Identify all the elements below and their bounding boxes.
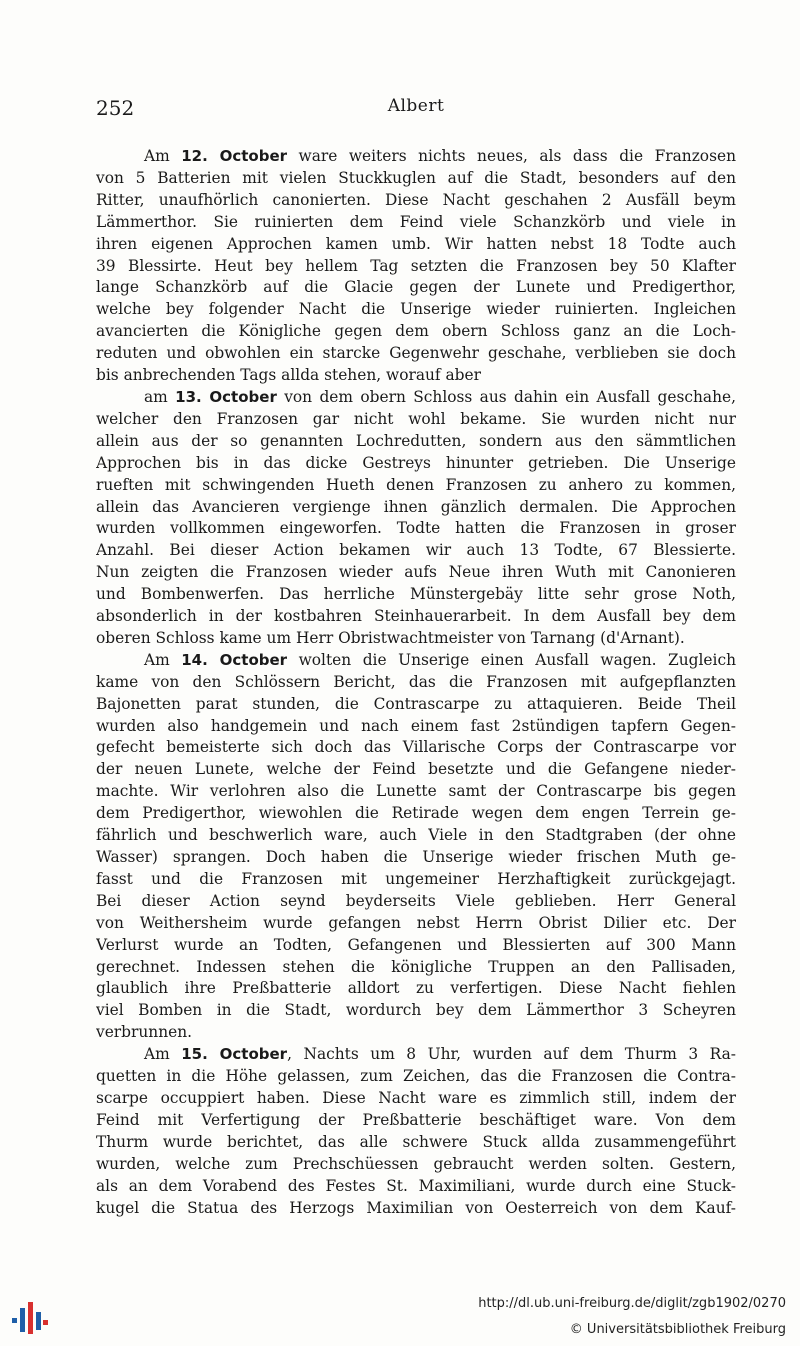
text-line: Lämmerthor. Sie ruinierten dem Feind viele Schanzkörb und viele in [96,212,736,231]
text-line: kugel die Statua des Herzogs Maximilian von Oesterreich von dem Kauf- [96,1198,736,1217]
text-line: Ritter, unaufhörlich canonierten. Diese Nacht geschahen 2 Ausfäll beym [96,190,736,209]
text-segment: am [144,387,176,406]
page-footer [0,1290,800,1346]
text-line: oberen Schloss kame um Herr Obristwachtmeister von Tarnang (d'Arnant). [96,628,685,647]
source-url-link[interactable]: http://dl.ub.uni-freiburg.de/diglit/zgb1902/0270 [478,1296,786,1311]
date-heading: 12. October [181,147,288,165]
page-header [96,96,736,126]
text-segment: Am [144,650,182,669]
text-line: Wasser) sprangen. Doch haben die Unserige wieder frischen Muth ge- [96,848,736,866]
text-segment: wolten die Unserige einen Ausfall wagen. Zugleich [287,650,736,669]
text-line: gerechnet. Indessen stehen die königliche Truppen an den Pallisaden, [96,957,736,976]
text-line: gefecht bemeisterte sich doch das Villarische Corps der Contrascarpe vor [96,738,736,757]
date-heading: 13. October [175,387,277,406]
text-line: welcher den Franzosen gar nicht wohl bekame. Sie wurden nicht nur [96,409,736,428]
running-head: Albert [387,96,445,116]
text-line: wurden, welche zum Prechschüessen gebraucht werden solten. Gestern, [96,1154,736,1173]
text-line: ihren eigenen Approchen kamen umb. Wir hatten nebst 18 Todte auch [96,234,736,253]
text-line: kame von den Schlössern Bericht, das die Franzosen mit aufgepflanzten [96,672,736,691]
text-segment: von dem obern Schloss aus dahin ein Ausfall geschahe, [276,387,736,406]
text-line: lange Schanzkörb auf die Glacie gegen der Lunete und Predigerthor, [96,278,736,297]
text-line: quetten in die Höhe gelassen, zum Zeichen, das die Franzosen die Contra- [96,1067,736,1086]
page-number: 252 [96,96,135,120]
text-line: Approchen bis in das dicke Gestreys hinunter getrieben. Die Unserige [96,453,736,472]
text-line: fasst und die Franzosen mit ungemeiner Herzhaftigkeit zurückgejagt. [96,869,736,888]
copyright-notice: © Universitätsbibliothek Freiburg [569,1322,786,1337]
text-line: Verlurst wurde an Todten, Gefangenen und Blessierten auf 300 Mann [96,935,736,954]
text-line: fährlich und beschwerlich ware, auch Viele in den Stadtgraben (der ohne [96,826,736,845]
date-heading: 15. October [181,1045,288,1064]
text-line: Feind mit Verfertigung der Preßbatterie beschäftiget ware. Von dem [96,1110,736,1129]
text-line: scarpe occuppiert haben. Diese Nacht ware es zimmlich still, indem der [96,1088,736,1107]
text-line: 39 Blessirte. Heut bey hellem Tag setzten die Franzosen bey 50 Klafter [96,256,736,275]
text-line: welche bey folgender Nacht die Unserige wieder ruinierten. Ingleichen [96,300,736,319]
text-line: allein aus der so genannten Lochredutten, sondern aus den sämmtlichen [96,431,736,450]
body-text [96,146,736,1219]
text-line: wurden vollkommen eingeworfen. Todte hatten die Franzosen in groser [96,519,736,538]
library-logo-icon [10,1300,50,1336]
text-line: von 5 Batterien mit vielen Stuckkuglen auf die Stadt, besonders auf den [96,168,736,187]
text-line: dem Predigerthor, wiewohlen die Retirade wegen dem engen Terrein ge- [96,804,736,823]
text-line: glaublich ihre Preßbatterie alldort zu verfertigen. Diese Nacht fiehlen [96,979,736,998]
text-line: Bei dieser Action seynd beyderseits Viele geblieben. Herr General [96,891,736,910]
text-line: und Bombenwerfen. Das herrliche Münstergebäy litte sehr grose Noth, [96,585,736,604]
text-line: viel Bomben in die Stadt, wordurch bey dem Lämmerthor 3 Scheyren [96,1001,736,1020]
text-line: rueften mit schwingenden Hueth denen Franzosen zu anhero zu kommen, [96,475,736,494]
text-line: als an dem Vorabend des Festes St. Maximiliani, wurde durch eine Stuck- [96,1176,736,1195]
text-line [96,1044,736,1066]
text-line: avancierten die Königliche gegen dem obern Schloss ganz an die Loch- [96,322,736,341]
text-line: der neuen Lunete, welche der Feind besetzte und die Gefangene nieder- [96,760,736,779]
text-line: bis anbrechenden Tags allda stehen, worauf aber [96,366,481,385]
text-line: allein das Avancieren vergienge ihnen gänzlich dermalen. Die Approchen [96,497,736,516]
text-line: verbrunnen. [96,1023,193,1042]
text-segment: Am [144,1045,182,1064]
text-line: machte. Wir verlohren also die Lunette samt der Contrascarpe bis gegen [96,782,736,801]
text-line [96,146,736,168]
text-line: Nun zeigten die Franzosen wieder aufs Neue ihren Wuth mit Canonieren [96,563,736,582]
text-segment: , Nachts um 8 Uhr, wurden auf dem Thurm 3 Ra- [287,1045,736,1064]
text-segment: Am [144,147,182,165]
text-line: von Weithersheim wurde gefangen nebst Herrn Obrist Dilier etc. Der [96,913,736,932]
text-line: Thurm wurde berichtet, das alle schwere Stuck allda zusammengeführt [96,1132,736,1151]
text-segment: ware weiters nichts neues, als dass die Franzosen [287,147,736,165]
text-line: absonderlich in der kostbahren Steinhauerarbeit. In dem Ausfall bey dem [96,607,736,626]
date-heading: 14. October [181,650,288,669]
text-line [96,387,736,409]
text-line: Anzahl. Bei dieser Action bekamen wir auch 13 Todte, 67 Blessierte. [96,541,736,560]
text-line: wurden also handgemein und nach einem fast 2stündigen tapfern Gegen- [96,716,736,735]
text-line [96,650,736,672]
text-line: reduten und obwohlen ein starcke Gegenwehr geschahe, verblieben sie doch [96,344,736,363]
text-line: Bajonetten parat stunden, die Contrascarpe zu attaquieren. Beide Theil [96,694,736,713]
